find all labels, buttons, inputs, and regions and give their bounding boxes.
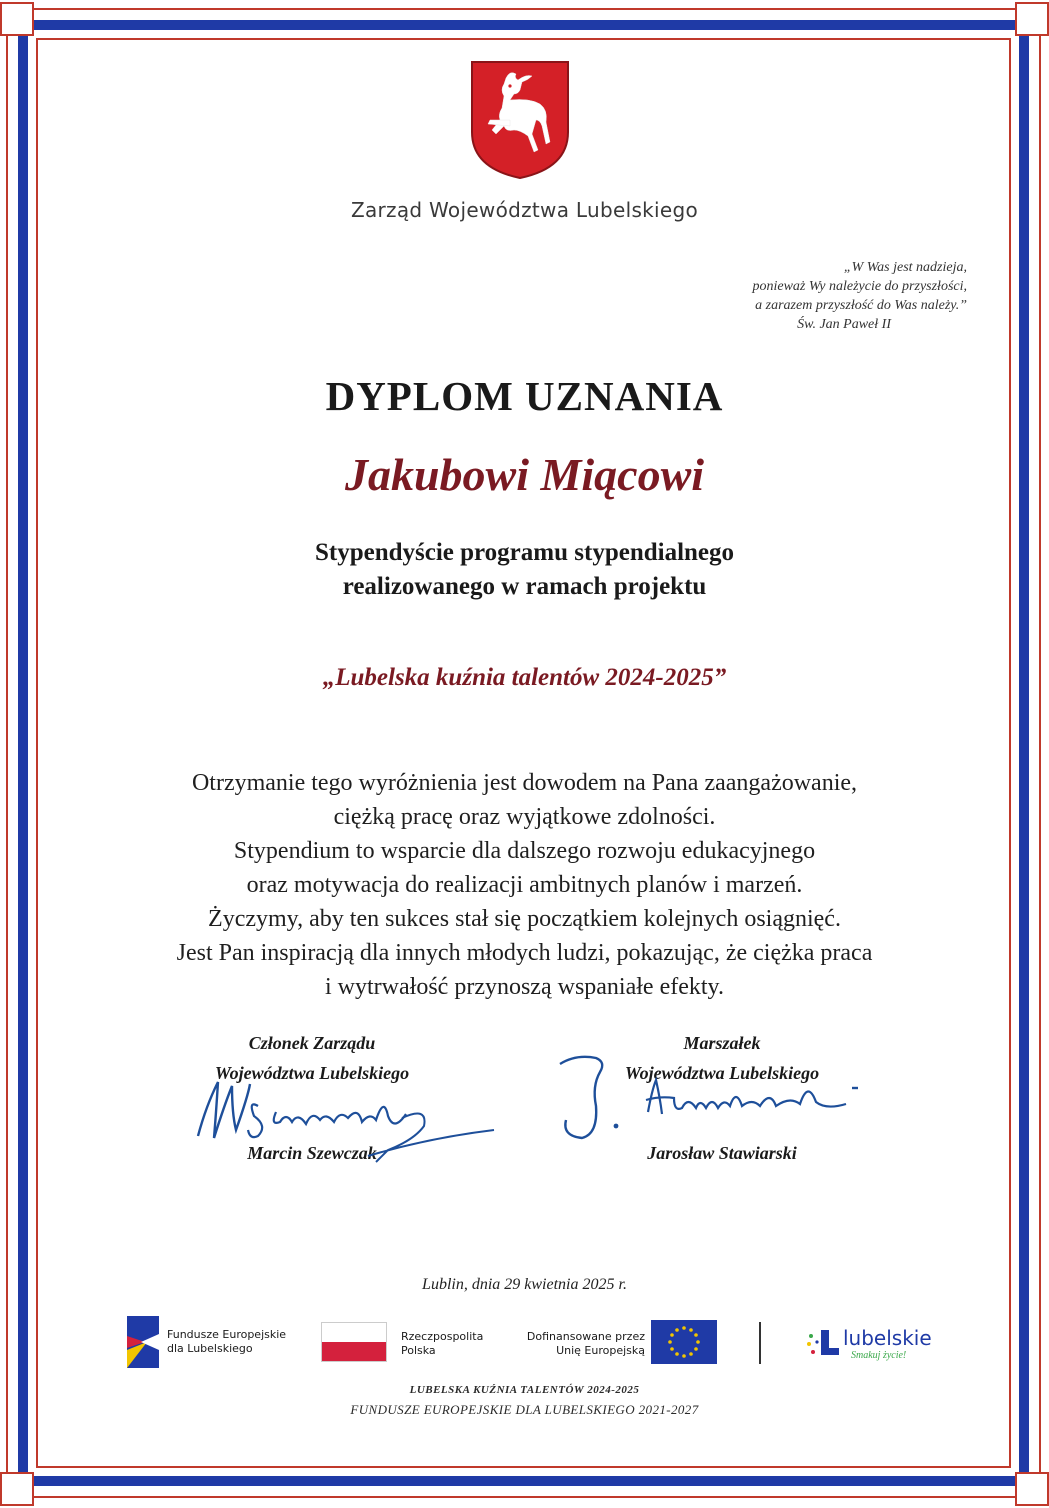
- body-line: i wytrwałość przynoszą wspaniałe efekty.: [325, 974, 724, 1000]
- signer-role: Członek Zarządu: [248, 1033, 376, 1053]
- logo-text: Rzeczpospolita: [401, 1330, 484, 1343]
- corner-ornament-bottom-right: [1015, 1472, 1049, 1506]
- rp-logo-text: [401, 1330, 483, 1358]
- footer-program: FUNDUSZE EUROPEJSKIE DLA LUBELSKIEGO 2021-2027: [350, 1402, 699, 1417]
- inner-red-border: [36, 38, 1011, 1468]
- logo-text: dla Lubelskiego: [167, 1342, 253, 1355]
- project-name: „Lubelska kuźnia talentów 2024-2025”: [322, 664, 727, 691]
- corner-ornament-top-right: [1015, 2, 1049, 36]
- handwritten-signature-right: [556, 1050, 866, 1144]
- body-line: Otrzymanie tego wyróżnienia jest dowodem na Pana zaangażowanie,: [191, 770, 858, 796]
- footer-project: LUBELSKA KUŹNIA TALENTÓW 2024-2025: [409, 1384, 640, 1396]
- subtitle: [0, 536, 1049, 604]
- quote-author: Św. Jan Paweł II: [797, 317, 891, 332]
- signer-name: Jarosław Stawiarski: [647, 1143, 797, 1163]
- eu-funds-logo: [125, 1316, 325, 1372]
- quote-line: ponieważ Wy należycie do przyszłości,: [752, 279, 967, 294]
- signer-role: Marszałek: [683, 1033, 761, 1053]
- body-line: oraz motywacja do realizacji ambitnych planów i marzeń.: [246, 872, 803, 898]
- quote-block: [647, 258, 967, 334]
- issue-date: Lublin, dnia 29 kwietnia 2025 r.: [422, 1276, 627, 1293]
- lubelskie-tagline: Smakuj życie!: [851, 1350, 907, 1361]
- logo-text: Dofinansowane przez: [526, 1330, 645, 1343]
- handwritten-signature-left: [188, 1066, 498, 1170]
- eu-logo-text: [495, 1330, 645, 1358]
- body-line: Stypendium to wsparcie dla dalszego rozwoju edukacyjnego: [233, 838, 816, 864]
- body-line: ciężką pracę oraz wyjątkowe zdolności.: [333, 804, 716, 830]
- signer-role: Województwa Lubelskiego: [624, 1063, 820, 1083]
- corner-ornament-bottom-left: [0, 1472, 34, 1506]
- corner-ornament-top-left: [0, 2, 34, 36]
- logo-text: Unię Europejską: [556, 1344, 645, 1357]
- lubelskie-wordmark: lubelskie: [843, 1326, 932, 1350]
- funding-logos: [125, 1316, 935, 1372]
- crest-icon: [470, 60, 570, 180]
- diploma-title: DYPLOM UZNANIA: [325, 373, 724, 419]
- subtitle-line: realizowanego w ramach projektu: [342, 573, 707, 600]
- quote-line: „W Was jest nadzieja,: [843, 260, 967, 275]
- recipient-name: Jakubowi Miącowi: [344, 449, 705, 500]
- body-line: Życzymy, aby ten sukces stał się początkiem kolejnych osiągnięć.: [208, 906, 841, 932]
- eu-funds-icon: [127, 1316, 159, 1368]
- body-text: [0, 766, 1049, 1004]
- body-line: Jest Pan inspiracją dla innych młodych ludzi, pokazując, że ciężka praca: [176, 940, 873, 966]
- quote-line: a zarazem przyszłość do Was należy.”: [755, 298, 967, 313]
- organization-name: Zarząd Województwa Lubelskiego: [350, 198, 699, 222]
- lubelskie-logo: [805, 1324, 935, 1368]
- logo-divider: [759, 1322, 761, 1364]
- eu-flag-icon: [651, 1320, 717, 1364]
- polish-flag-icon: [321, 1322, 387, 1362]
- logo-text: Polska: [401, 1344, 436, 1357]
- logo-text: Fundusze Europejskie: [167, 1328, 287, 1341]
- signer-role: Województwa Lubelskiego: [214, 1063, 410, 1083]
- lubelskie-icon: [805, 1328, 841, 1362]
- subtitle-line: Stypendyście programu stypendialnego: [314, 539, 735, 566]
- signer-name: Marcin Szewczak: [247, 1143, 377, 1163]
